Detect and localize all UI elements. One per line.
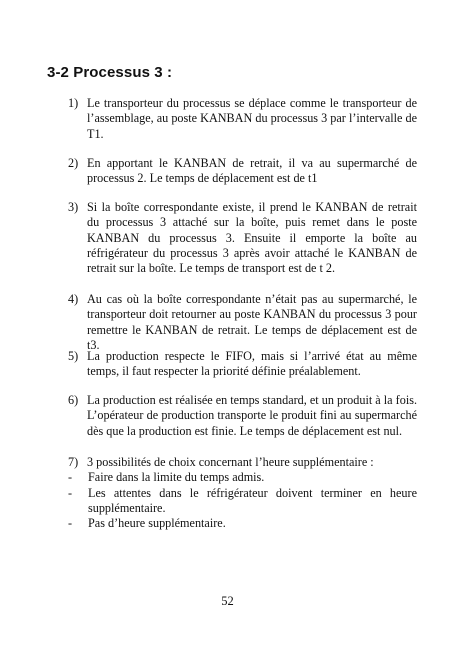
item-text: Pas d’heure supplémentaire.	[88, 516, 226, 530]
list-item	[68, 393, 417, 439]
item-dash: -	[68, 516, 73, 530]
item-dash: -	[68, 470, 73, 484]
item-number: 7)	[68, 455, 79, 469]
item-number: 2)	[68, 156, 79, 170]
list-item	[68, 96, 417, 142]
item-text: La production est réalisée en temps standard, et un produit à la fois. L’opérateur de production transporte le produit fini au supermarché dès que la production est finie. Le temps de déplacement est nul.	[87, 393, 417, 438]
item-text: Les attentes dans le réfrigérateur doivent terminer en heure supplémentaire.	[88, 486, 417, 516]
list-item	[68, 516, 417, 531]
list-item	[68, 349, 417, 380]
item-text: En apportant le KANBAN de retrait, il va au supermarché de processus 2. Le temps de déplacement est de t1	[87, 156, 417, 186]
list-item	[68, 455, 417, 470]
item-number: 4)	[68, 292, 79, 306]
item-text: Si la boîte correspondante existe, il prend le KANBAN de retrait du processus 3 attaché sur la boîte, puis remet dans le poste KANBAN du processus 3. Ensuite il emporte la boîte au réfrigérateur du processus 3 après avoir attaché le KANBAN de retrait sur la boîte. Le temps de transport est de t 2.	[87, 200, 417, 276]
section-heading: 3-2 Processus 3 :	[47, 64, 173, 81]
item-text: Le transporteur du processus se déplace comme le transporteur de l’assemblage, au poste KANBAN du processus 3 par l’intervalle de T1.	[87, 96, 417, 141]
item-text: La production respecte le FIFO, mais si l’arrivé état au même temps, il faut respecter la priorité définie préalablement.	[87, 349, 417, 379]
item-number: 1)	[68, 96, 79, 110]
list-item	[68, 156, 417, 187]
item-number: 5)	[68, 349, 79, 363]
item-text: 3 possibilités de choix concernant l’heure supplémentaire :	[87, 455, 374, 469]
item-dash: -	[68, 486, 73, 500]
page-number: 52	[221, 594, 234, 608]
item-number: 3)	[68, 200, 79, 214]
item-number: 6)	[68, 393, 79, 407]
list-item	[68, 486, 417, 517]
list-item	[68, 292, 417, 353]
item-text: Faire dans la limite du temps admis.	[88, 470, 265, 484]
list-item	[68, 200, 417, 276]
item-text: Au cas où la boîte correspondante n’était pas au supermarché, le transporteur doit retourner au poste KANBAN du processus 3 pour remettre le KANBAN de retrait. Le temps de déplacement est de t3.	[87, 292, 417, 352]
list-item	[68, 470, 417, 485]
